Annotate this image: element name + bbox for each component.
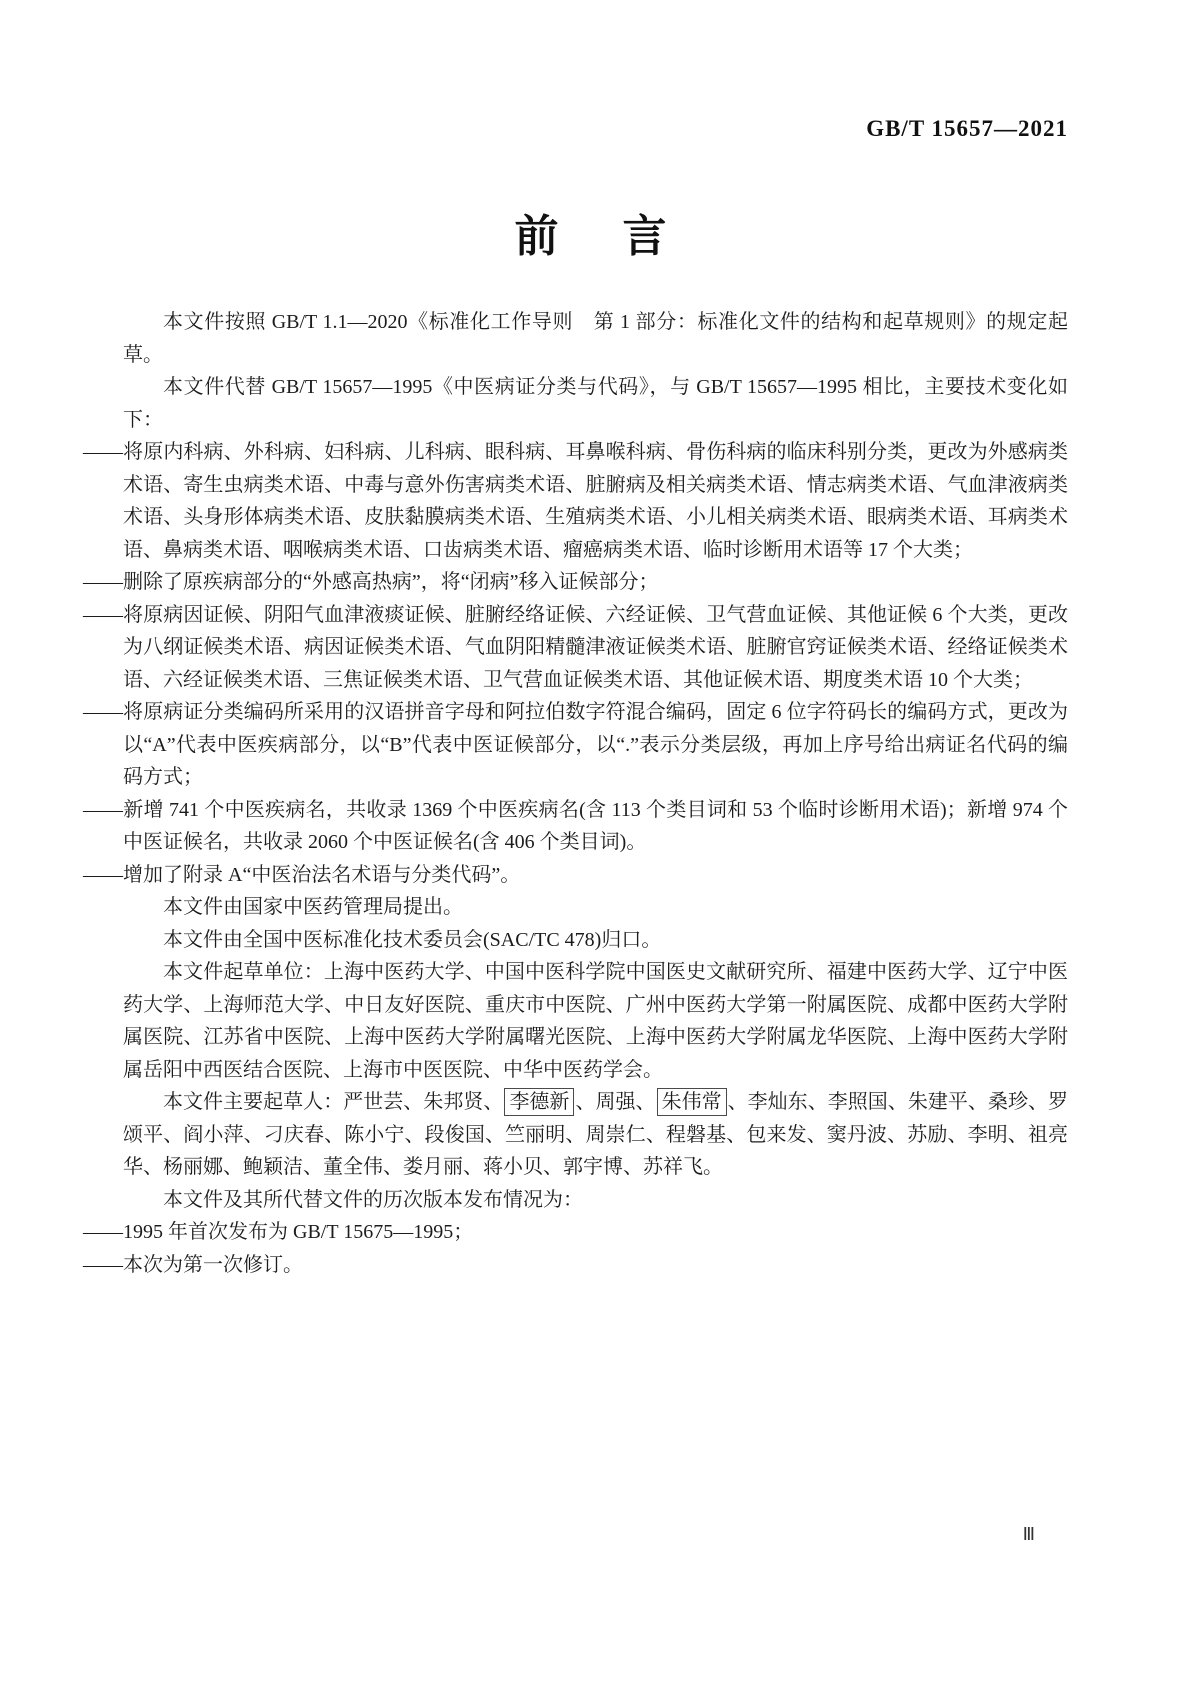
text-segment: 将原病证分类编码所采用的汉语拼音字母和阿拉伯数字符混合编码，固定 6 位字符码长的编码方式，更改为以“A”代表中医疾病部分，以“B”代表中医证候部分，以“.”表示分类层级，再加上序号给出病证名代码的编码方式； (123, 701, 1068, 788)
bullet-dash: —— (83, 798, 123, 821)
text-segment: 、周强、 (575, 1091, 656, 1113)
bullet-dash: —— (83, 701, 123, 723)
paragraph (123, 371, 1068, 436)
paragraph (123, 306, 1068, 371)
document-body (83, 306, 1069, 1281)
paragraph (123, 956, 1068, 1086)
text-segment: 增加了附录 A“中医治法名术语与分类代码”。 (123, 863, 521, 886)
text-segment: 本文件按照 GB/T 1.1—2020《标准化工作导则 第 1 部分：标准化文件的结构和起草规则》的规定起草。 (123, 311, 1068, 366)
bullet-dash: —— (83, 441, 123, 463)
text-segment: 本次为第一次修订。 (123, 1253, 303, 1276)
text-segment: 本文件由国家中医药管理局提出。 (163, 896, 463, 918)
bullet-item (83, 1249, 1068, 1282)
bullet-dash: —— (83, 1253, 123, 1276)
bullet-dash: —— (83, 603, 123, 626)
bullet-item (83, 859, 1068, 892)
bullet-dash: —— (83, 571, 123, 593)
text-segment: 、李灿东、李照国、朱建平、桑珍、罗颂平、阎小萍、刁庆春、陈小宁、段俊国、竺丽明、周崇仁、程磐基、包来发、窦丹波、苏励、李明、祖亮华、杨丽娜、鲍颖洁、董全伟、娄月丽、蒋小贝、郭宇博、苏祥飞。 (123, 1091, 1069, 1178)
page-title: 前 言 (514, 212, 677, 261)
text-segment: 本文件及其所代替文件的历次版本发布情况为： (163, 1188, 583, 1211)
text-segment: 将原病因证候、阴阳气血津液痰证候、脏腑经络证候、六经证候、卫气营血证候、其他证候 6 个大类，更改为八纲证候类术语、病因证候类术语、气血阴阳精髓津液证候类术语、脏腑官窍证候类术语、经络证候类术语、六经证候类术语、三焦证候类术语、卫气营血证候类术语、其他证候术语、期度类术语 10 个大类； (123, 603, 1068, 691)
text-segment: 新增 741 个中医疾病名，共收录 1369 个中医疾病名(含 113 个类目词和 53 个临时诊断用术语)；新增 974 个中医证候名，共收录 2060 个中医证候名(含 406 个类目词)。 (123, 798, 1068, 853)
bullet-item (83, 436, 1068, 566)
paragraph (123, 1184, 1068, 1217)
bullet-item (83, 599, 1068, 697)
text-segment: 1995 年首次发布为 GB/T 15675—1995； (123, 1221, 474, 1243)
bullet-item (83, 696, 1068, 794)
paragraph (123, 924, 1068, 957)
text-segment: 本文件代替 GB/T 15657—1995《中医病证分类与代码》，与 GB/T 15657—1995 相比，主要技术变化如下： (123, 376, 1068, 431)
bullet-item (83, 794, 1068, 859)
standard-number: GB/T 15657—2021 (866, 116, 1068, 141)
paragraph (123, 891, 1068, 924)
boxed-drafter-name: 朱伟常 (657, 1088, 727, 1116)
page-number: Ⅲ (1022, 1524, 1035, 1544)
bullet-item (83, 566, 1068, 599)
text-segment: 本文件由全国中医标准化技术委员会(SAC/TC 478)归口。 (163, 928, 662, 951)
paragraph (123, 1086, 1068, 1184)
text-segment: 本文件起草单位：上海中医药大学、中国中医科学院中国医史文献研究所、福建中医药大学、辽宁中医药大学、上海师范大学、中日友好医院、重庆市中医院、广州中医药大学第一附属医院、成都中医药大学附属医院、江苏省中医院、上海中医药大学附属曙光医院、上海中医药大学附属龙华医院、上海中医药大学附属岳阳中西医结合医院、上海市中医医院、中华中医药学会。 (123, 961, 1068, 1081)
bullet-dash: —— (83, 863, 123, 886)
text-segment: 将原内科病、外科病、妇科病、儿科病、眼科病、耳鼻喉科病、骨伤科病的临床科别分类，更改为外感病类术语、寄生虫病类术语、中毒与意外伤害病类术语、脏腑病及相关病类术语、情志病类术语、气血津液病类术语、头身形体病类术语、皮肤黏膜病类术语、生殖病类术语、小儿相关病类术语、眼病类术语、耳病类术语、鼻病类术语、咽喉病类术语、口齿病类术语、瘤癌病类术语、临时诊断用术语等 17 个大类； (123, 441, 1068, 561)
bullet-dash: —— (83, 1221, 123, 1243)
text-segment: 删除了原疾病部分的“外感高热病”，将“闭病”移入证候部分； (123, 571, 659, 593)
text-segment: 本文件主要起草人：严世芸、朱邦贤、 (163, 1091, 504, 1113)
bullet-item (83, 1216, 1068, 1249)
boxed-drafter-name: 李德新 (504, 1088, 574, 1116)
